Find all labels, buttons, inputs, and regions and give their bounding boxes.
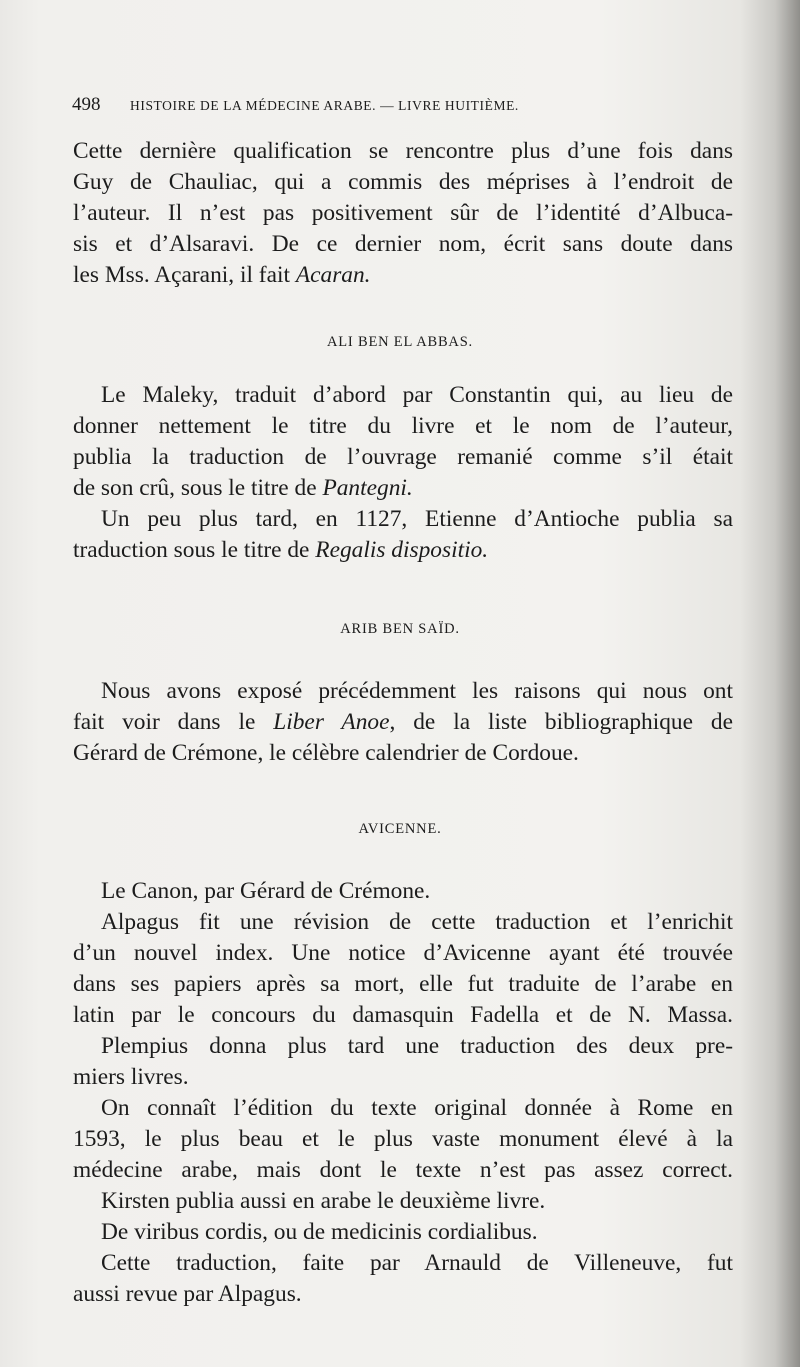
text-line: publia la traduction de l’ouvrage remanié comme s’il était xyxy=(73,444,733,470)
text-line: dans ses papiers après sa mort, elle fut traduite de l’arabe en xyxy=(73,971,733,997)
text-span: fait voir dans le xyxy=(73,709,274,735)
text-line: Cette dernière qualification se rencontre plus d’une fois dans xyxy=(73,138,733,164)
text-line: d’un nouvel index. Une notice d’Avicenne ayant été trouvée xyxy=(73,940,733,966)
text-line: latin par le concours du damasquin Fadella et de N. Massa. xyxy=(73,1002,733,1028)
italic-text: Pantegni. xyxy=(322,475,413,501)
text-line xyxy=(73,707,733,738)
page-header xyxy=(72,94,712,124)
italic-text: Regalis dispositio. xyxy=(315,537,489,563)
text-line: Un peu plus tard, en 1127, Etienne d’Antioche publia sa xyxy=(101,506,733,532)
page-number: 498 xyxy=(72,94,101,115)
text-span: , de la liste bibliographique de xyxy=(389,709,733,735)
text-line xyxy=(73,535,733,566)
text-line: Gérard de Crémone, le célèbre calendrier de Cordoue. xyxy=(73,740,579,766)
text-line: Guy de Chauliac, qui a commis des méprises à l’endroit de xyxy=(73,169,733,195)
text-span: traduction sous le titre de xyxy=(73,537,316,563)
text-line: donner nettement le titre du livre et le nom de l’auteur, xyxy=(73,413,733,439)
section-heading-ali-ben-el-abbas: ALI BEN EL ABBAS. xyxy=(327,334,473,350)
italic-text: Acaran. xyxy=(295,262,371,288)
arib-ben-said-paragraph xyxy=(73,676,733,769)
opening-paragraph xyxy=(73,136,733,291)
text-line xyxy=(73,260,733,291)
text-line: aussi revue par Alpagus. xyxy=(73,1281,302,1307)
text-line: l’auteur. Il n’est pas positivement sûr de l’identité d’Albuca- xyxy=(73,200,733,226)
text-line: Kirsten publia aussi en arabe le deuxième livre. xyxy=(101,1188,546,1214)
ali-ben-el-abbas-paragraphs xyxy=(73,380,733,566)
running-title: HISTOIRE DE LA MÉDECINE ARABE. — LIVRE HUITIÈME. xyxy=(130,98,519,113)
section-heading-arib-ben-said: ARIB BEN SAÏD. xyxy=(340,621,460,637)
avicenne-paragraphs xyxy=(73,876,733,1310)
text-line: On connaît l’édition du texte original donnée à Rome en xyxy=(101,1095,733,1121)
text-span: les Mss. Açarani, il fait xyxy=(73,262,296,288)
text-line: Le Canon, par Gérard de Crémone. xyxy=(101,878,431,904)
text-line: Plempius donna plus tard une traduction des deux pre- xyxy=(101,1033,733,1059)
text-line: De viribus cordis, ou de medicinis cordialibus. xyxy=(101,1219,538,1245)
text-line: sis et d’Alsaravi. De ce dernier nom, écrit sans doute dans xyxy=(73,231,733,257)
text-line: miers livres. xyxy=(73,1064,189,1090)
text-line: Nous avons exposé précédemment les raisons qui nous ont xyxy=(101,678,733,704)
text-line: Le Maleky, traduit d’abord par Constantin qui, au lieu de xyxy=(101,382,733,408)
text-line: médecine arabe, mais dont le texte n’est pas assez correct. xyxy=(73,1157,733,1183)
text-line: Alpagus fit une révision de cette traduction et l’enrichit xyxy=(101,909,733,935)
text-line: Cette traduction, faite par Arnauld de Villeneuve, fut xyxy=(101,1250,733,1276)
text-line: 1593, le plus beau et le plus vaste monument élevé à la xyxy=(73,1126,733,1152)
italic-text: Liber Anoe xyxy=(273,709,390,735)
section-heading-avicenne: AVICENNE. xyxy=(358,821,442,837)
text-span: de son crû, sous le titre de xyxy=(73,475,323,501)
text-line xyxy=(73,473,733,504)
